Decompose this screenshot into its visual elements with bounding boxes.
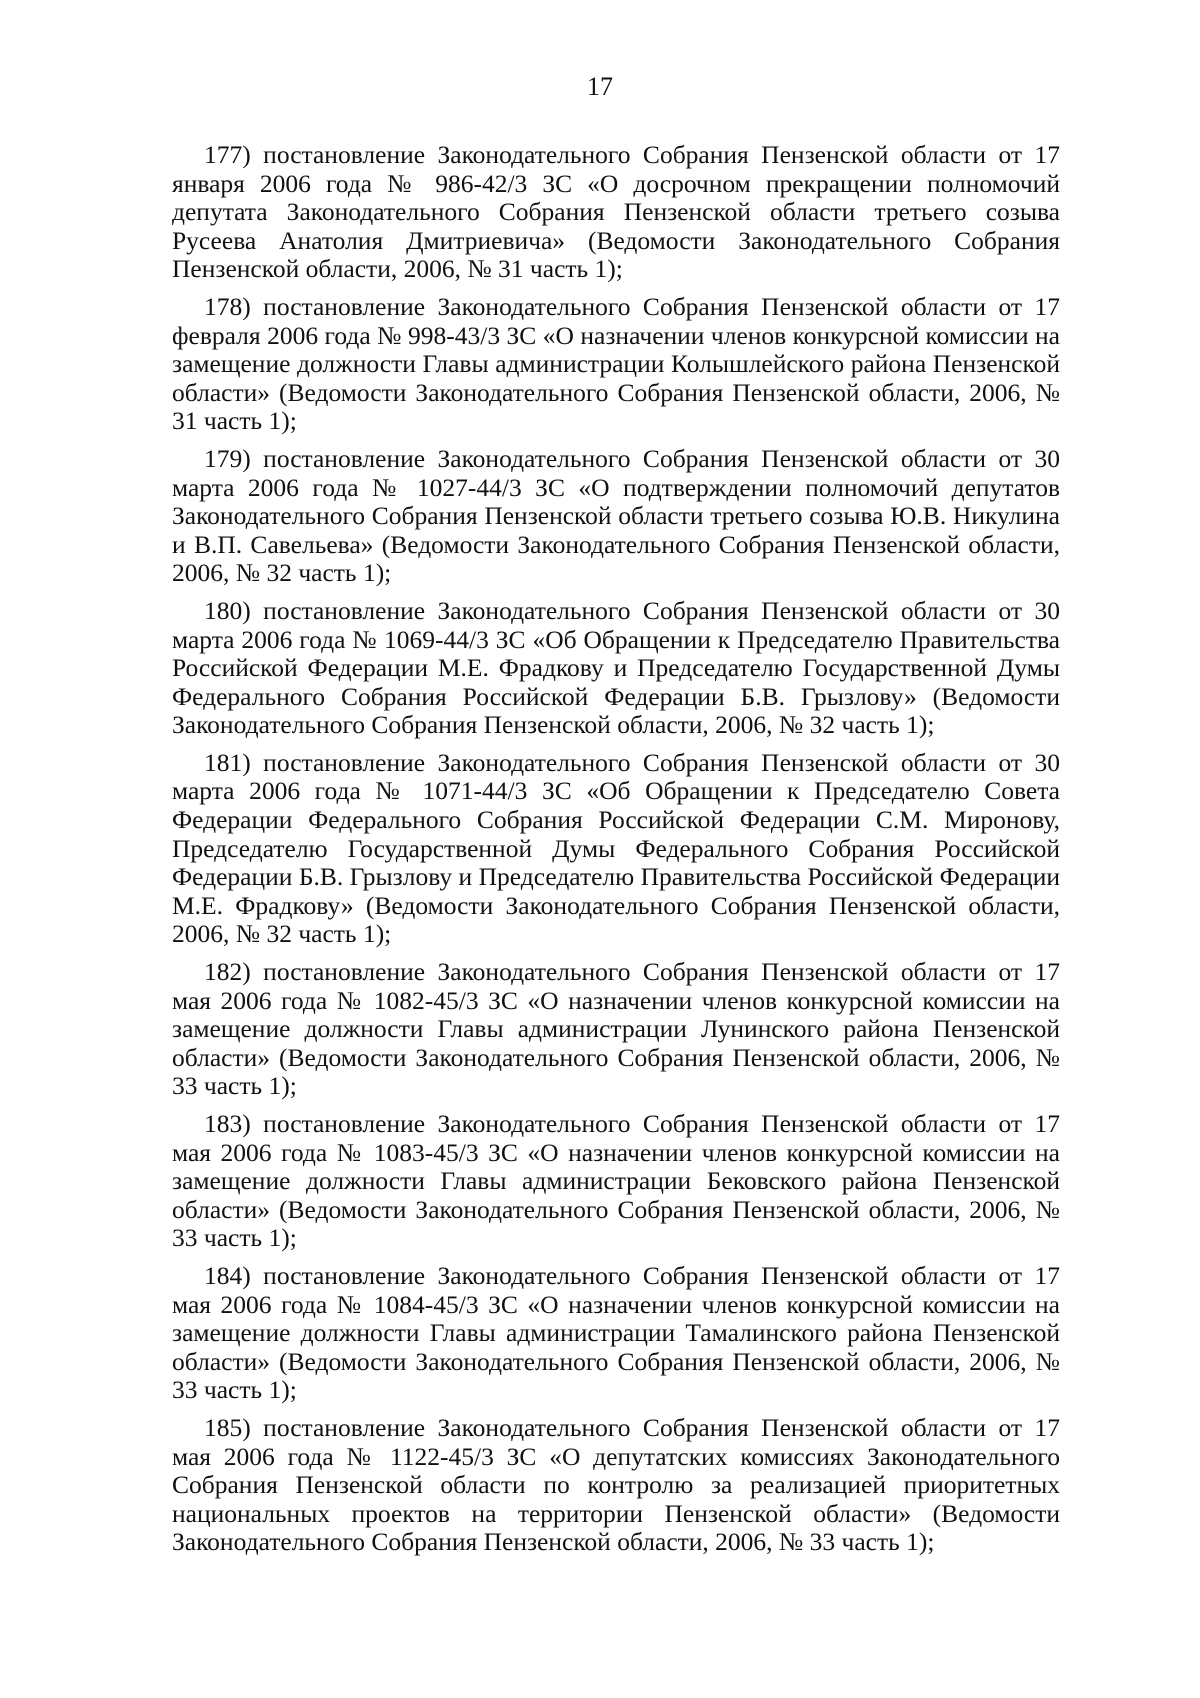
list-item-185: 185) постановление Законодательного Собрания Пензенской области от 17 мая 2006 года № 1122-45/3 ЗС «О депутатских комиссиях Законодательного Собрания Пензенской области по контролю за реализацией приоритетных национальных проектов на территории Пензенской области» (Ведомости Законодательного Собрания Пензенской области, 2006, № 33 часть 1); [172,1412,1060,1557]
list-item-183: 183) постановление Законодательного Собрания Пензенской области от 17 мая 2006 года № 1083-45/3 ЗС «О назначении членов конкурсной комиссии на замещение должности Главы администрации Бековского района Пензенской области» (Ведомости Законодательного Собрания Пензенской области, 2006, № 33 часть 1); [172,1109,1060,1253]
list-item-182: 182) постановление Законодательного Собрания Пензенской области от 17 мая 2006 года № 1082-45/3 ЗС «О назначении членов конкурсной комиссии на замещение должности Главы администрации Лунинского района Пензенской области» (Ведомости Законодательного Собрания Пензенской области, 2006, № 33 часть 1); [172,957,1060,1101]
document-body [172,141,1060,1566]
list-item-177: 177) постановление Законодательного Собрания Пензенской области от 17 января 2006 года № 986-42/3 ЗС «О досрочном прекращении полномочий депутата Законодательного Собрания Пензенской области третьего созыва Русеева Анатолия Дмитриевича» (Ведомости Законодательного Собрания Пензенской области, 2006, № 31 часть 1); [172,140,1060,284]
list-item-179: 179) постановление Законодательного Собрания Пензенской области от 30 марта 2006 года № 1027-44/3 ЗС «О подтверждении полномочий депутатов Законодательного Собрания Пензенской области третьего созыва Ю.В. Никулина и В.П. Савельева» (Ведомости Законодательного Собрания Пензенской области, 2006, № 32 часть 1); [172,443,1060,588]
list-item-184: 184) постановление Законодательного Собрания Пензенской области от 17 мая 2006 года № 1084-45/3 ЗС «О назначении членов конкурсной комиссии на замещение должности Главы администрации Тамалинского района Пензенской области» (Ведомости Законодательного Собрания Пензенской области, 2006, № 33 часть 1); [172,1260,1060,1405]
list-item-180: 180) постановление Законодательного Собрания Пензенской области от 30 марта 2006 года № 1069-44/3 ЗС «Об Обращении к Председателю Правительства Российской Федерации М.Е. Фрадкову и Председателю Государственной Думы Федерального Собрания Российской Федерации Б.В. Грызлову» (Ведомости Законодательного Собрания Пензенской области, 2006, № 32 часть 1); [172,595,1060,740]
list-item-178: 178) постановление Законодательного Собрания Пензенской области от 17 февраля 2006 года № 998-43/3 ЗС «О назначении членов конкурсной комиссии на замещение должности Главы администрации Колышлейского района Пензенской области» (Ведомости Законодательного Собрания Пензенской области, 2006, № 31 часть 1); [172,291,1060,436]
page-number: 17 [587,72,613,101]
list-item-181: 181) постановление Законодательного Собрания Пензенской области от 30 марта 2006 года № 1071-44/3 ЗС «Об Обращении к Председателю Совета Федерации Федерального Собрания Российской Федерации С.М. Миронову, Председателю Государственной Думы Федерального Собрания Российской Федерации Б.В. Грызлову и Председателю Правительства Российской Федерации М.Е. Фрадкову» (Ведомости Законодательного Собрания Пензенской области, 2006, № 32 часть 1); [172,747,1060,949]
